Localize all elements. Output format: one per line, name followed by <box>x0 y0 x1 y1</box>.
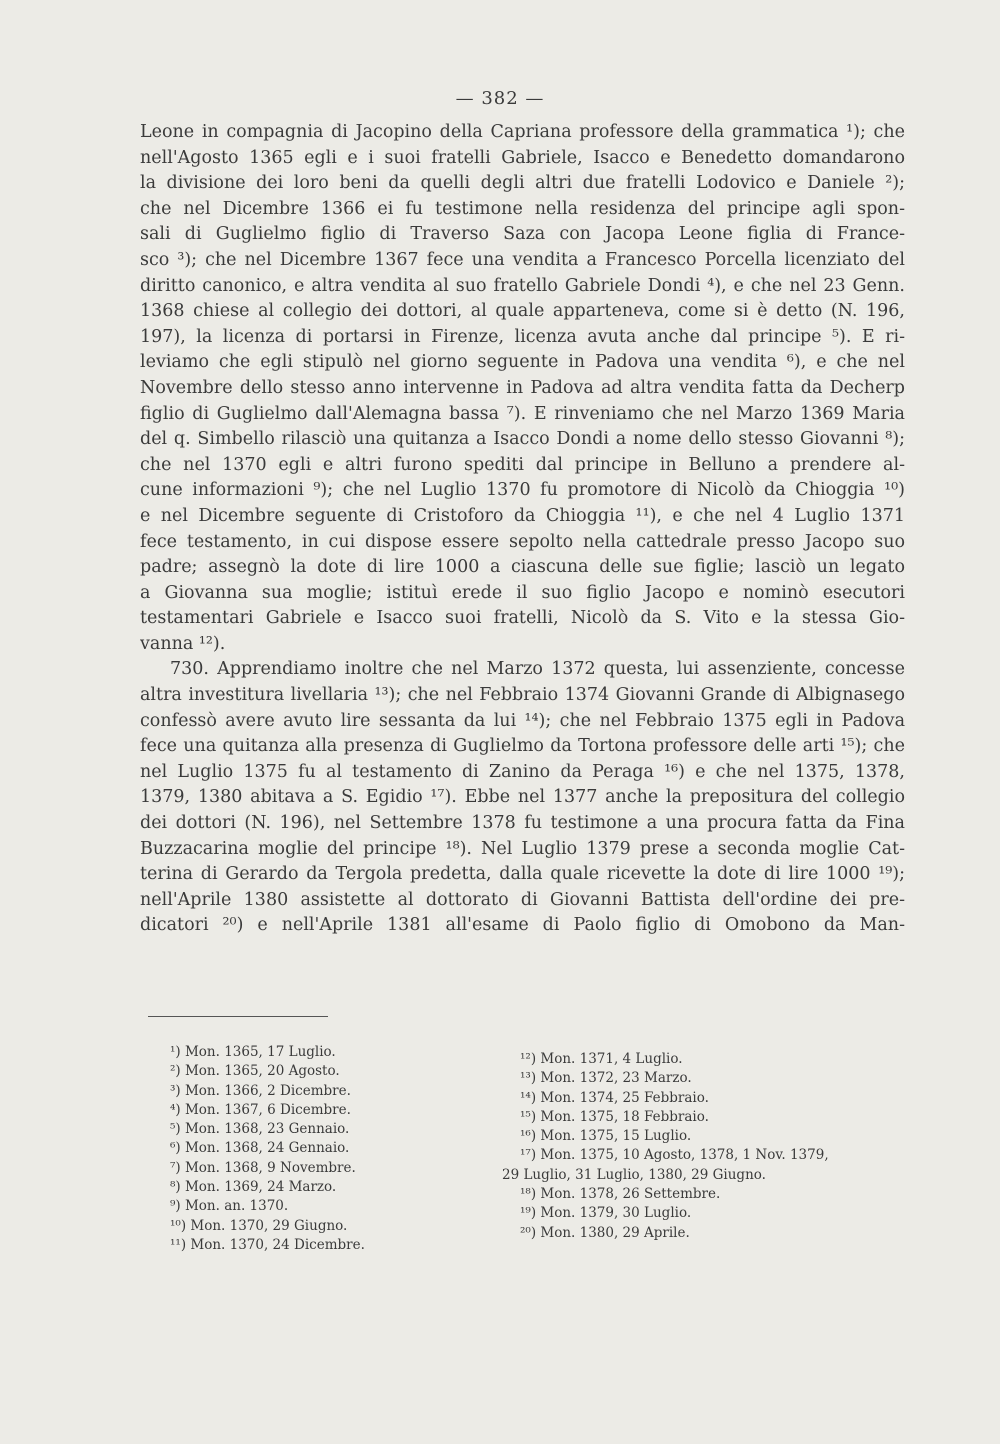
body-line: nel Luglio 1375 fu al testamento di Zanino da Peraga ¹⁶) e che nel 1375, 1378, <box>140 761 905 782</box>
body-line: dicatori ²⁰) e nell'Aprile 1381 all'esame di Paolo figlio di Omobono da Man- <box>140 915 905 936</box>
body-line: a Giovanna sua moglie; istituì erede il suo figlio Jacopo e nominò esecutori <box>140 582 905 603</box>
body-line: che nel Dicembre 1366 ei fu testimone nella residenza del principe agli spon- <box>140 198 905 219</box>
paragraph-730-first-line: 730. Apprendiamo inoltre che nel Marzo 1372 questa, lui assenziente, concesse <box>170 659 905 680</box>
body-line: Novembre dello stesso anno intervenne in Padova ad altra vendita fatta da Decherp <box>140 377 905 398</box>
body-line: che nel 1370 egli e altri furono spediti dal principe in Belluno a prendere al- <box>140 454 905 475</box>
body-line: cune informazioni ⁹); che nel Luglio 1370 fu promotore di Nicolò da Chioggia ¹⁰) <box>140 480 905 501</box>
body-line: e nel Dicembre seguente di Cristoforo da Chioggia ¹¹), e che nel 4 Luglio 1371 <box>140 505 905 526</box>
footnote: ²) Mon. 1365, 20 Agosto. <box>170 1063 340 1080</box>
body-line: 1379, 1380 abitava a S. Egidio ¹⁷). Ebbe nel 1377 anche la prepositura del collegio <box>140 787 905 808</box>
footnote: ³) Mon. 1366, 2 Dicembre. <box>170 1082 351 1099</box>
footnote: ¹²) Mon. 1371, 4 Luglio. <box>520 1051 683 1067</box>
body-line: fece testamento, in cui dispose essere sepolto nella cattedrale presso Jacopo suo <box>140 531 905 552</box>
footnote: ¹⁴) Mon. 1374, 25 Febbraio. <box>520 1089 709 1106</box>
body-line: terina di Gerardo da Tergola predetta, dalla quale ricevette la dote di lire 1000 ¹⁹); <box>140 864 905 885</box>
body-line: vanna ¹²). <box>140 633 226 654</box>
body-line: fece una quitanza alla presenza di Guglielmo da Tortona professore delle arti ¹⁵); che <box>140 736 905 757</box>
footnote: ⁶) Mon. 1368, 24 Gennaio. <box>170 1140 350 1157</box>
footnotes-right-column <box>502 1050 829 1243</box>
body-line: testamentari Gabriele e Isacco suoi fratelli, Nicolò da S. Vito e la stessa Gio- <box>140 608 905 629</box>
body-line: Buzzacarina moglie del principe ¹⁸). Nel Luglio 1379 prese a seconda moglie Cat- <box>140 838 905 859</box>
body-line: padre; assegnò la dote di lire 1000 a ciascuna delle sue figlie; lasciò un legato <box>140 557 905 578</box>
body-line: confessò avere avuto lire sessanta da lui ¹⁴); che nel Febbraio 1375 egli in Padova <box>140 710 905 731</box>
footnote: ²⁰) Mon. 1380, 29 Aprile. <box>520 1224 690 1241</box>
body-line: Leone in compagnia di Jacopino della Capriana professore della grammatica ¹); che <box>140 122 905 142</box>
body-line: nell'Agosto 1365 egli e i suoi fratelli Gabriele, Isacco e Benedetto domandarono <box>140 147 905 168</box>
footnotes-left-column <box>170 1043 365 1255</box>
footnote: ⁵) Mon. 1368, 23 Gennaio. <box>170 1121 350 1138</box>
body-line: nell'Aprile 1380 assistette al dottorato di Giovanni Battista dell'ordine dei pre- <box>140 889 905 910</box>
footnote: ¹⁷) Mon. 1375, 10 Agosto, 1378, 1 Nov. 1379, <box>520 1147 829 1164</box>
footnote: ⁹) Mon. an. 1370. <box>170 1198 289 1215</box>
body-line: leviamo che egli stipulò nel giorno seguente in Padova una vendita ⁶), e che nel <box>140 352 905 373</box>
body-line: figlio di Guglielmo dall'Alemagna bassa ⁷). E rinveniamo che nel Marzo 1369 Maria <box>140 403 905 424</box>
footnote: ¹) Mon. 1365, 17 Luglio. <box>170 1044 336 1060</box>
body-line: sali di Guglielmo figlio di Traverso Saza con Jacopa Leone figlia di France- <box>140 224 905 245</box>
footnote: ¹⁶) Mon. 1375, 15 Luglio. <box>520 1128 692 1145</box>
body-line: sco ³); che nel Dicembre 1367 fece una vendita a Francesco Porcella licenziato del <box>140 249 905 270</box>
footnote-continuation: 29 Luglio, 31 Luglio, 1380, 29 Giugno. <box>502 1166 766 1183</box>
footnote: ¹⁸) Mon. 1378, 26 Settembre. <box>520 1186 721 1203</box>
body-text <box>140 120 905 939</box>
footnote: ¹⁹) Mon. 1379, 30 Luglio. <box>520 1205 692 1222</box>
body-line: altra investitura livellaria ¹³); che nel Febbraio 1374 Giovanni Grande di Albignasego <box>140 685 905 706</box>
body-line: 1368 chiese al collegio dei dottori, al quale apparteneva, come si è detto (N. 196, <box>140 301 905 322</box>
footnote: ⁴) Mon. 1367, 6 Dicembre. <box>170 1101 351 1118</box>
footnote: ¹³) Mon. 1372, 23 Marzo. <box>520 1070 692 1087</box>
footnote: ⁷) Mon. 1368, 9 Novembre. <box>170 1159 356 1176</box>
body-line: la divisione dei loro beni da quelli degli altri due fratelli Lodovico e Daniele ²); <box>140 173 905 194</box>
footnote: ⁸) Mon. 1369, 24 Marzo. <box>170 1179 337 1196</box>
footnote: ¹¹) Mon. 1370, 24 Dicembre. <box>170 1236 365 1253</box>
body-line: diritto canonico, e altra vendita al suo fratello Gabriele Dondi ⁴), e che nel 23 Genn. <box>140 275 905 296</box>
footnote: ¹⁵) Mon. 1375, 18 Febbraio. <box>520 1108 709 1125</box>
footnote: ¹⁰) Mon. 1370, 29 Giugno. <box>170 1217 348 1234</box>
body-line: 197), la licenza di portarsi in Firenze, licenza avuta anche dal principe ⁵). E ri- <box>140 326 905 347</box>
body-line: dei dottori (N. 196), nel Settembre 1378 fu testimone a una procura fatta da Fina <box>140 813 905 834</box>
page-number: — 382 — <box>455 88 545 109</box>
body-line: del q. Simbello rilasciò una quitanza a Isacco Dondi a nome dello stesso Giovanni ⁸); <box>140 429 905 450</box>
footnote-separator <box>148 1016 328 1017</box>
